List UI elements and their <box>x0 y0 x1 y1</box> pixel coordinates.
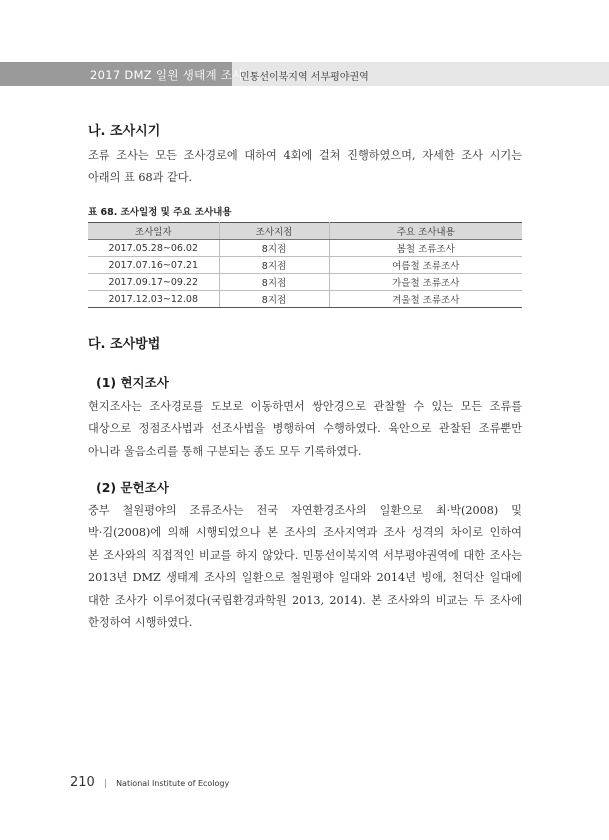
table-cell: 2017.12.03~12.08 <box>88 291 219 308</box>
table-row <box>88 240 522 257</box>
paragraph-line: 아래의 표 68과 같다. <box>88 171 193 185</box>
table-cell: 가을철 조류조사 <box>329 274 522 291</box>
table-cell: 2017.07.16~07.21 <box>88 257 219 274</box>
subsection-heading-field-survey: (1) 현지조사 <box>96 375 169 390</box>
paragraph-line: 2013년 DMZ 생태계 조사의 일환으로 철원평야 일대와 2014년 빙애, 천덕산 일대에 <box>88 571 522 585</box>
table-cell: 겨울철 조류조사 <box>329 291 522 308</box>
paragraph-line: 대한 조사가 이루어졌다(국립환경과학원 2013, 2014). 본 조사와의 비교는 두 조사에 <box>88 593 522 607</box>
section-heading-timing: 나. 조사시기 <box>88 124 161 139</box>
header-subtitle: 민통선이북지역 서부평야권역 <box>240 72 369 83</box>
footer-organization: National Institute of Ecology <box>116 779 230 788</box>
survey-schedule-table <box>88 222 522 308</box>
table-header-row <box>88 223 522 240</box>
header-title-block <box>0 62 244 86</box>
table-cell: 2017.05.28~06.02 <box>88 240 219 257</box>
table-cell: 8지점 <box>219 257 329 274</box>
column-header-site: 조사지점 <box>219 223 329 240</box>
paragraph-line: 본 조사와의 직접적인 비교를 하지 않았다. 민통선이북지역 서부평야권역에 대한 조사는 <box>88 548 522 562</box>
table-cell: 8지점 <box>219 291 329 308</box>
paragraph-literature <box>88 500 522 634</box>
table-caption: 표 68. 조사일정 및 주요 조사내용 <box>88 207 232 218</box>
table-cell: 봄철 조류조사 <box>329 240 522 257</box>
paragraph-line: 중부 철원평야의 조류조사는 전국 자연환경조사의 일환으로 최·박(2008) 및 <box>88 504 522 517</box>
paragraph-line: 한정하여 시행하였다. <box>88 616 193 630</box>
page-footer <box>70 771 229 790</box>
table-row <box>88 274 522 291</box>
paragraph-line: 현지조사는 조사경로를 도보로 이동하면서 쌍안경으로 관찰할 수 있는 모든 조류를 <box>88 400 522 413</box>
header-title: 2017 DMZ 일원 생태계 조사 <box>90 68 244 82</box>
subsection-heading-literature: (2) 문헌조사 <box>96 480 169 495</box>
paragraph-field-survey <box>88 396 522 463</box>
table-cell: 8지점 <box>219 274 329 291</box>
paragraph-line: 박·김(2008)에 의해 시행되었으나 본 조사의 조사지역과 조사 성격의 차이로 인하여 <box>88 526 522 540</box>
paragraph-line: 대상으로 정점조사법과 선조사법을 병행하여 수행하였다. 육안으로 관찰된 조류뿐만 <box>88 422 522 436</box>
table-row <box>88 291 522 308</box>
column-header-content: 주요 조사내용 <box>329 223 522 240</box>
section-heading-methods: 다. 조사방법 <box>88 337 161 352</box>
paragraph-line: 조류 조사는 모든 조사경로에 대하여 4회에 걸쳐 진행하였으며, 자세한 조사 시기는 <box>88 149 522 162</box>
footer-separator: | <box>103 779 107 789</box>
table-row <box>88 257 522 274</box>
table-cell: 8지점 <box>219 240 329 257</box>
paragraph-line: 아니라 울음소리를 통해 구분되는 종도 모두 기록하였다. <box>88 444 362 458</box>
page-number: 210 <box>70 775 95 790</box>
column-header-date: 조사일자 <box>88 223 219 240</box>
table-cell: 여름철 조류조사 <box>329 257 522 274</box>
table-cell: 2017.09.17~09.22 <box>88 274 219 291</box>
paragraph-timing <box>88 145 522 190</box>
running-header <box>0 62 609 86</box>
